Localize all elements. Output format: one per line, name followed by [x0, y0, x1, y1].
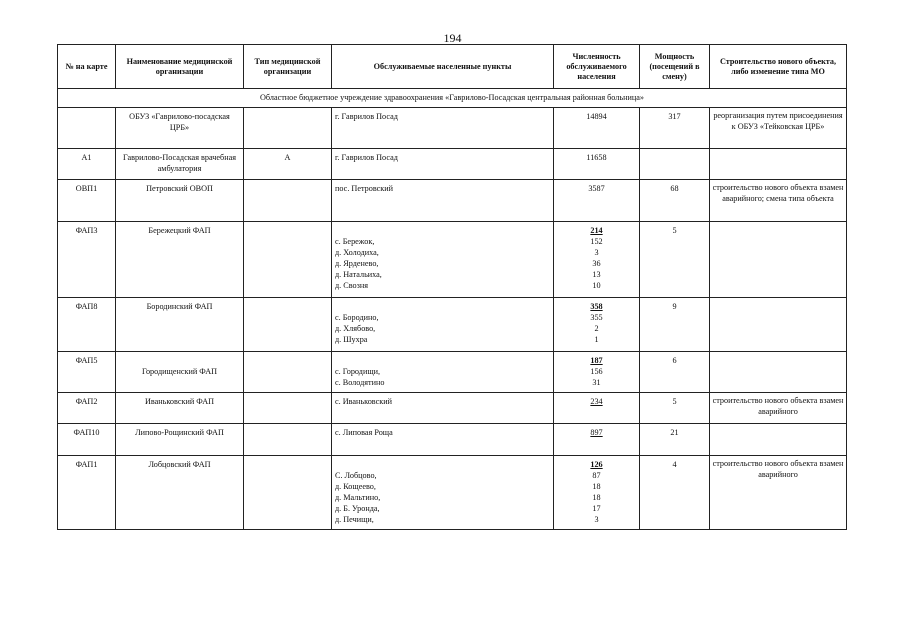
row-population	[554, 352, 640, 393]
population-value: 17	[592, 504, 601, 513]
table-row	[58, 298, 847, 352]
row-population: 897	[554, 424, 640, 456]
row-map-number: ФАП5	[58, 352, 116, 393]
table-row	[58, 180, 847, 222]
row-capacity: 317	[640, 108, 710, 149]
settlement-name: с. Бородино,	[335, 313, 379, 322]
row-map-number: ФАП2	[58, 393, 116, 424]
settlement-name: д. Мальтино,	[335, 493, 381, 502]
table-row	[58, 222, 847, 298]
row-construction-note: строительство нового объекта взамен аварийного; смена типа объекта	[710, 180, 847, 222]
row-capacity: 21	[640, 424, 710, 456]
row-map-number: ОВП1	[58, 180, 116, 222]
row-settlements	[332, 352, 554, 393]
table-row	[58, 149, 847, 180]
header-org-type: Тип медицинской организации	[244, 45, 332, 89]
population-value: 152	[590, 237, 603, 246]
row-settlements	[332, 456, 554, 530]
row-capacity: 4	[640, 456, 710, 530]
settlement-name: д. Хлябово,	[335, 324, 376, 333]
row-map-number: ФАП10	[58, 424, 116, 456]
row-org-type: А	[244, 149, 332, 180]
row-population	[554, 298, 640, 352]
population-total: 214	[590, 226, 603, 235]
population-value: 36	[592, 259, 601, 268]
row-population	[554, 222, 640, 298]
header-map-number: № на карте	[58, 45, 116, 89]
row-org-type	[244, 393, 332, 424]
population-value: 2	[594, 324, 599, 333]
table-row	[58, 393, 847, 424]
row-org-name: ОБУЗ «Гаврилово-посадская ЦРБ»	[116, 108, 244, 149]
row-org-name: Липово-Рощинский ФАП	[116, 424, 244, 456]
row-population: 3587	[554, 180, 640, 222]
header-settlements: Обслуживаемые населенные пункты	[332, 45, 554, 89]
population-total: 358	[590, 302, 603, 311]
page-number: 194	[443, 31, 462, 45]
row-org-type	[244, 424, 332, 456]
row-capacity: 6	[640, 352, 710, 393]
table-row	[58, 352, 847, 393]
table-row	[58, 456, 847, 530]
row-org-type	[244, 352, 332, 393]
population-value: 156	[590, 367, 603, 376]
population-value: 87	[592, 471, 601, 480]
row-org-name: Бородинский ФАП	[116, 298, 244, 352]
population-value: 10	[592, 281, 601, 290]
settlement-name: с. Городищи,	[335, 367, 381, 376]
row-org-name: Бережецкий ФАП	[116, 222, 244, 298]
row-map-number	[58, 108, 116, 149]
row-settlement: пос. Петровский	[332, 180, 554, 222]
row-org-type	[244, 108, 332, 149]
population-value: 18	[592, 493, 601, 502]
org-name-text: Городищенский ФАП	[141, 367, 218, 376]
settlement-name: д. Холодиха,	[335, 248, 379, 257]
row-construction-note	[710, 149, 847, 180]
row-construction-note	[710, 298, 847, 352]
population-value: 3	[594, 248, 599, 257]
row-map-number: ФАП8	[58, 298, 116, 352]
settlement-name: с. Володятино	[335, 378, 385, 387]
row-org-name	[116, 352, 244, 393]
section-title: Областное бюджетное учреждение здравоохранения «Гаврилово-Посадская центральная районная больница»	[58, 89, 847, 108]
row-construction-note	[710, 424, 847, 456]
row-capacity: 5	[640, 393, 710, 424]
row-org-name: Гаврилово-Посадская врачебная амбулатория	[116, 149, 244, 180]
row-population: 234	[554, 393, 640, 424]
row-org-type	[244, 298, 332, 352]
row-population	[554, 456, 640, 530]
health-facilities-table	[57, 44, 847, 530]
row-org-type	[244, 222, 332, 298]
row-settlement: с. Иваньковский	[332, 393, 554, 424]
header-org-name: Наименование медицинской организации	[116, 45, 244, 89]
row-settlements	[332, 222, 554, 298]
table-row	[58, 424, 847, 456]
settlement-name: д. Кощеево,	[335, 482, 376, 491]
population-value: 3	[594, 515, 599, 524]
table-header-row	[58, 45, 847, 89]
settlement-name: С. Лобцово,	[335, 471, 377, 480]
row-construction-note: строительство нового объекта взамен аварийного	[710, 393, 847, 424]
row-population: 11658	[554, 149, 640, 180]
row-org-type	[244, 456, 332, 530]
row-map-number: А1	[58, 149, 116, 180]
row-construction-note	[710, 222, 847, 298]
row-org-name: Иваньковский ФАП	[116, 393, 244, 424]
population-value: 31	[592, 378, 601, 387]
header-population: Численность обслуживаемого населения	[554, 45, 640, 89]
row-map-number: ФАП1	[58, 456, 116, 530]
row-org-name: Лобцовский ФАП	[116, 456, 244, 530]
row-construction-note	[710, 352, 847, 393]
row-population: 14894	[554, 108, 640, 149]
population-total: 187	[590, 356, 603, 365]
row-capacity: 68	[640, 180, 710, 222]
row-capacity: 9	[640, 298, 710, 352]
row-settlement: г. Гаврилов Посад	[332, 108, 554, 149]
row-settlements	[332, 298, 554, 352]
row-map-number: ФАП3	[58, 222, 116, 298]
header-construction: Строительство нового объекта, либо изменение типа МО	[710, 45, 847, 89]
row-settlement: г. Гаврилов Посад	[332, 149, 554, 180]
row-org-type	[244, 180, 332, 222]
population-total: 126	[590, 460, 603, 469]
header-capacity: Мощность (посещений в смену)	[640, 45, 710, 89]
settlement-name: д. Ярденево,	[335, 259, 379, 268]
settlement-name: д. Б. Уронда,	[335, 504, 380, 513]
population-value: 13	[592, 270, 601, 279]
row-org-name: Петровский ОВОП	[116, 180, 244, 222]
population-value: 18	[592, 482, 601, 491]
row-capacity: 5	[640, 222, 710, 298]
population-value: 1	[594, 335, 599, 344]
row-settlement: с. Липовая Роща	[332, 424, 554, 456]
settlement-name: д. Свозня	[335, 281, 369, 290]
population-value: 355	[590, 313, 603, 322]
settlement-name: д. Шухра	[335, 335, 368, 344]
settlement-name: д. Натальиха,	[335, 270, 382, 279]
row-construction-note: строительство нового объекта взамен аварийного	[710, 456, 847, 530]
settlement-name: с. Бережок,	[335, 237, 375, 246]
row-construction-note: реорганизация путем присоединения к ОБУЗ «Тейковская ЦРБ»	[710, 108, 847, 149]
row-capacity	[640, 149, 710, 180]
settlement-name: д. Печищи,	[335, 515, 374, 524]
table-row	[58, 108, 847, 149]
section-row	[58, 89, 847, 108]
